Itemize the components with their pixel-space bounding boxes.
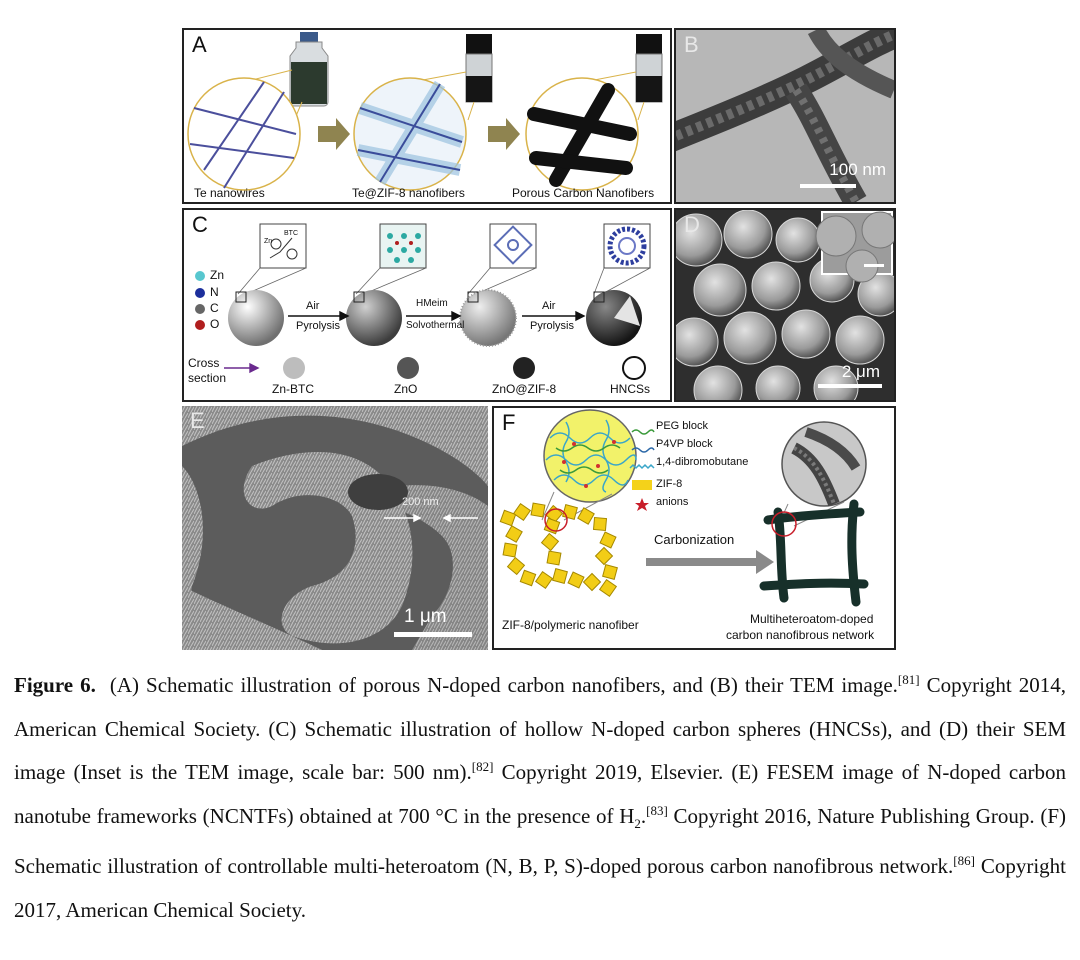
panel-label-c: C (192, 212, 208, 237)
scale-bar-label: 2 μm (841, 362, 880, 381)
cross-section-label: Cross section (188, 356, 227, 385)
atom-zn-icon (195, 271, 205, 281)
step1-top: Air (306, 300, 320, 312)
panel-label-e: E (190, 408, 205, 433)
bottle-icon (290, 32, 328, 106)
product-hncss: HNCSs (610, 382, 651, 396)
caption-text: Copyright 2014, American Chemical Society. (C) Schematic illustration of hollow N-doped carbon spheres (HNCSs), and (D) their SEM image (Inset is the TEM image, scale bar: 500 nm). (14, 673, 1067, 784)
caption-text: Copyright 2016, Nature Publishing Group. (F) Schematic illustration of controllable multi-heteroatom (N, B, P, S)-doped porous carbon nanofibrous network. (14, 803, 1066, 879)
scale-bar (394, 632, 472, 637)
panel-label-b: B (684, 32, 699, 57)
panel-d (674, 208, 896, 402)
anion-icon (635, 498, 649, 511)
caption-text: Copyright 2017, American Chemical Society. (14, 854, 1067, 922)
scale-bar (818, 384, 882, 388)
panel-a (182, 28, 672, 204)
step3-bottom: Pyrolysis (530, 320, 575, 332)
step2-bottom: Solvothermal (406, 320, 465, 331)
atom-c-icon (195, 304, 205, 314)
panel-label-d: D (684, 212, 700, 237)
caption-text: . (640, 803, 647, 828)
caption-lead: Figure 6. (14, 673, 96, 697)
product-zno: ZnO (394, 382, 418, 396)
panel-f (492, 406, 896, 650)
panel-e (182, 406, 488, 650)
product-zn-btc: Zn-BTC (272, 382, 314, 396)
inset-zn-text: Zn (264, 238, 273, 245)
legend-c: C (210, 301, 219, 315)
panel-b (674, 28, 896, 204)
legend-n: N (210, 285, 219, 299)
subscript: 2 (634, 815, 641, 831)
citation: [86] (953, 853, 975, 869)
legend-zif8: ZIF-8 (656, 478, 683, 490)
panel-label-f: F (502, 410, 516, 435)
caption-porous-carbon: Porous Carbon Nanofibers (512, 186, 655, 200)
caption-te-nanowires: Te nanowires (194, 186, 265, 200)
scale-bar-label: 100 nm (829, 160, 886, 179)
citation: [81] (897, 672, 920, 687)
legend-o: O (210, 317, 220, 331)
step3-top: Air (542, 300, 556, 312)
panel-c (182, 208, 672, 402)
legend-p4vp-block: P4VP block (656, 438, 713, 450)
scale-bar-label: 1 μm (404, 606, 447, 627)
inset-scale-bar (864, 264, 884, 267)
atom-n-icon (195, 288, 205, 298)
vial-icon (636, 34, 662, 102)
step1-bottom: Pyrolysis (296, 320, 341, 332)
measure-label: 200 nm (402, 496, 439, 508)
citation: [83] (646, 802, 668, 818)
figure-caption (14, 664, 1066, 932)
right-caption-line1: Multiheteroatom-doped (750, 612, 874, 626)
panel-a-schematic (184, 30, 670, 202)
legend-dibromobutane: 1,4-dibromobutane (656, 456, 749, 468)
panel-label-a: A (192, 32, 207, 57)
caption-te-zif8: Te@ZIF-8 nanofibers (352, 186, 465, 200)
carbonization-label: Carbonization (654, 532, 735, 547)
legend-anions: anions (656, 496, 689, 508)
left-caption: ZIF-8/polymeric nanofiber (502, 618, 639, 632)
scale-bar (800, 184, 856, 188)
atom-o-icon (195, 320, 205, 330)
vial-icon (466, 34, 492, 102)
caption-text: (A) Schematic illustration of porous N-doped carbon nanofibers, and (B) their TEM image. (109, 673, 898, 697)
legend-peg-block: PEG block (656, 420, 708, 432)
step2-top: HMeim (416, 298, 448, 309)
product-zno-zif8: ZnO@ZIF-8 (492, 382, 557, 396)
inset-btc-text: BTC (284, 230, 298, 237)
zif8-icon (632, 480, 652, 490)
legend-zn: Zn (210, 268, 225, 282)
peg-block-icon (632, 430, 654, 434)
caption-text: Copyright 2019, Elsevier. (E) FESEM image of N-doped carbon nanotube frameworks (NCNTFs) obtained at 700 °C in the presence of H (14, 760, 1067, 828)
right-caption-line2: carbon nanofibrous network (726, 628, 875, 642)
citation: [82] (471, 759, 494, 774)
